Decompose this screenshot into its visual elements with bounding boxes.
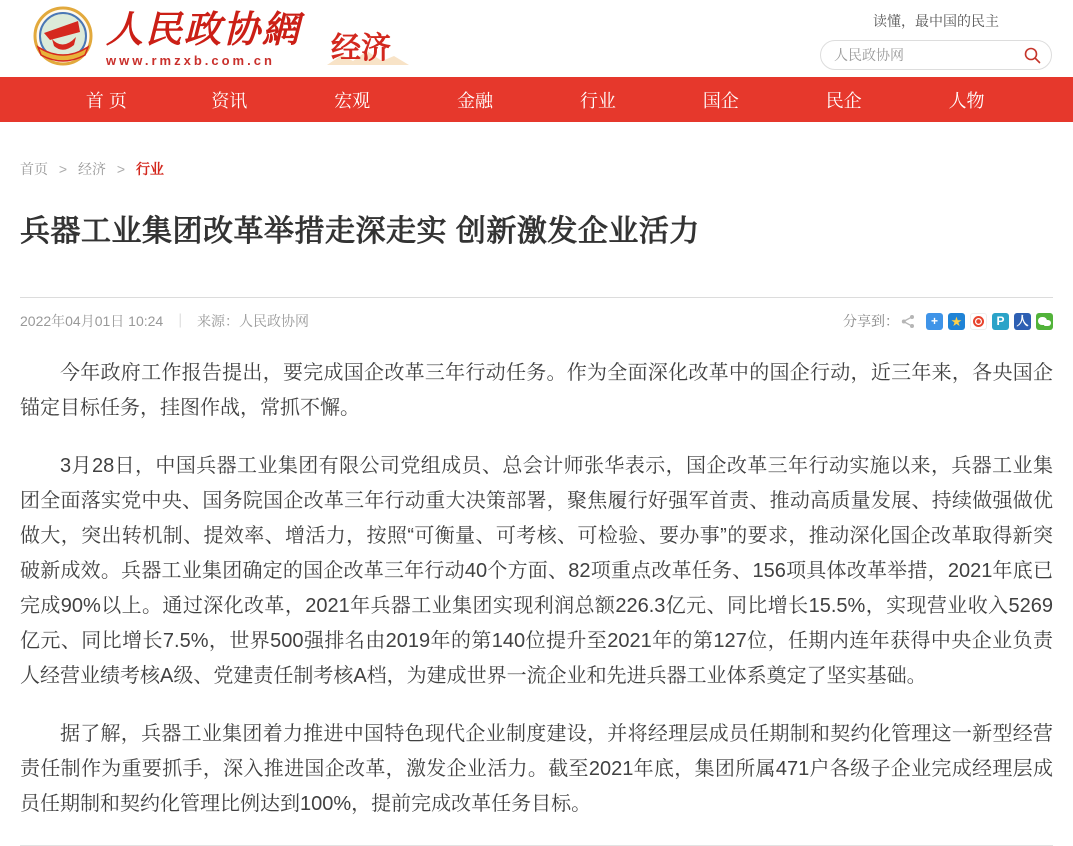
site-logo[interactable] [30,5,391,71]
renren-icon[interactable]: 人 [1014,313,1031,330]
cppcc-emblem-icon [30,5,96,71]
article-paragraph: 3月28日，中国兵器工业集团有限公司党组成员、总会计师张华表示，国企改革三年行动实施以来，兵器工业集团全面落实党中央、国务院国企改革三年行动重大决策部署，聚焦履行好强军首责、推动高质量发展、持续做强做优做大，突出转机制、提效率、增活力，按照“可衡量、可考核、可检验、要办事”的要求，推动深化国企改革取得新突破新成效。兵器工业集团确定的国企改革三年行动40个方面、82项重点改革任务、156项具体改革举措，2021年底已完成90%以上。通过深化改革，2021年兵器工业集团实现利润总额226.3亿元、同比增长15.5%，实现营业收入5269亿元、同比增长7.5%，世界500强排名由2019年的第140位提升至2021年的第127位，任期内连年获得中央企业负责人经营业绩考核A级、党建责任制考核A档，为建成世界一流企业和先进兵器工业体系奠定了坚实基础。 [20,455,1053,687]
wechat-bubbles-glyph [1038,317,1047,325]
breadcrumb [20,122,1053,179]
publish-date: 2022年04月01日 10:24 [20,313,164,329]
nav-item-finance[interactable]: 金融 [457,90,494,111]
article-source: 来源：人民政协网 [197,313,309,329]
article-title: 兵器工业集团改革举措走深走实 创新激发企业活力 [20,215,700,248]
more-share-icon[interactable]: + [926,313,943,330]
nav-item-private[interactable]: 民企 [825,90,862,111]
article-paragraph: 据了解，兵器工业集团着力推进中国特色现代企业制度建设，并将经理层成员任期制和契约化管理这一新型经营责任制作为重要抓手，深入推进国企改革，激发企业活力。截至2021年底，集团所属471户各级子企业完成经理层成员任期制和契约化管理比例达到100%，提前完成改革任务目标。 [20,723,1053,815]
nav-item-soe[interactable]: 国企 [702,90,739,111]
search-box[interactable] [820,40,1052,70]
page-content [20,122,1053,846]
nav-item-industry[interactable]: 行业 [579,90,616,111]
sina-weibo-icon[interactable] [970,313,987,330]
article-body [20,356,1053,822]
nav-item-news[interactable]: 资讯 [211,90,248,111]
share-node-icon[interactable] [901,314,915,329]
article-meta [20,311,309,331]
breadcrumb-home[interactable]: 首页 [20,161,48,177]
breadcrumb-separator: > [58,161,68,177]
site-name: 人民政协網 [106,10,301,51]
header-right [820,11,1052,70]
article-paragraph: 今年政府工作报告提出，要完成国企改革三年行动任务。作为全面深化改革中的国企行动，近三年来，各央国企锚定目标任务，挂图作战，常抓不懈。 [20,362,1053,419]
site-wordmark [106,5,301,68]
meta-separator: ｜ [173,313,188,329]
channel-name: 经济 [331,32,391,65]
site-slogan: 读懂，最中国的民主 [873,13,999,29]
breadcrumb-current: 行业 [135,161,164,177]
article-meta-row [20,298,1053,333]
site-header [0,0,1073,77]
share-bar [843,311,1053,331]
pengyou-icon[interactable]: P [992,313,1009,330]
nav-item-macro[interactable]: 宏观 [334,90,371,111]
site-url: www.rmzxb.com.cn [106,52,275,68]
wechat-icon[interactable] [1036,313,1053,330]
main-nav [0,77,1073,122]
nav-item-people[interactable]: 人物 [948,90,985,111]
qzone-icon[interactable]: ★ [948,313,965,330]
search-input[interactable] [834,47,1023,63]
weibo-eye-glyph [973,316,984,327]
share-label: 分享到： [843,313,899,329]
breadcrumb-economy[interactable]: 经济 [77,161,106,177]
channel-label [331,5,391,67]
breadcrumb-separator: > [116,161,126,177]
search-icon[interactable] [1023,46,1041,64]
nav-item-home[interactable]: 首 页 [85,90,127,111]
